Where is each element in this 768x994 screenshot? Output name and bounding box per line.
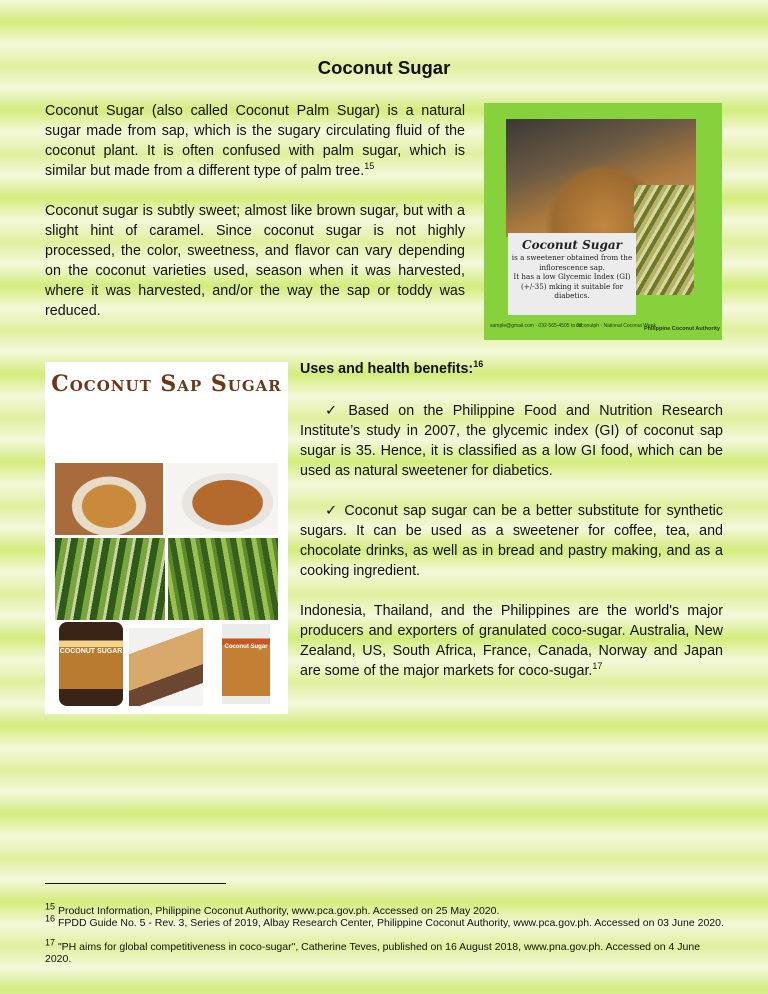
infographic-agency: Philippine Coconut Authority bbox=[644, 326, 720, 332]
intro-paragraph-2: Coconut sugar is subtly sweet; almost like brown sugar, but with a slight hint of caramel. Since coconut sugar is not highly processed, the color, sweetness, and flavor can vary depending on the coconut varieties used, season when it was harvested, where it was harvested, and/or the way the sap or toddy was reduced. bbox=[45, 203, 465, 319]
footnote-text: FPDD Guide No. 5 - Rev. 3, Series of 2019, Albay Research Center, Philippine Coconut Authority, www.pca.gov.ph. Accessed on 03 June 2020. bbox=[57, 917, 724, 929]
infographic-card-line-2: It has a low Glycemic Index (GI) (+/-35) mking it suitable for diabetics. bbox=[513, 272, 631, 300]
infographic-card-title: Coconut Sugar bbox=[522, 238, 622, 252]
footnote-text: "PH aims for global competitiveness in coco-sugar", Catherine Teves, published on 16 August 2018, www.pna.gov.ph. Accessed on 4 June 2020. bbox=[45, 941, 701, 965]
footnote-divider bbox=[45, 883, 226, 884]
intro-paragraph-1 bbox=[45, 101, 465, 181]
footnote-number: 15 bbox=[45, 901, 56, 912]
checkmark-icon: ✓ bbox=[325, 403, 337, 419]
benefit-2 bbox=[300, 501, 723, 581]
sugar-bowl-photo bbox=[55, 463, 163, 535]
sugar-plate-photo bbox=[166, 463, 278, 535]
sugar-jar-photo bbox=[59, 622, 123, 706]
pack-label: Coconut Sugar bbox=[224, 644, 268, 650]
sugar-blocks-photo bbox=[129, 628, 203, 706]
footnote-15 bbox=[45, 901, 725, 917]
page-title: Coconut Sugar bbox=[317, 57, 451, 78]
benefit-2-text: Coconut sap sugar can be a better substitute for synthetic sugars. It can be used as a sweetener for coffee, tea, and chocolate drinks, as well as in bread and pastry making, and as a cooking ingredient. bbox=[300, 503, 723, 579]
footnote-ref-16: 16 bbox=[473, 359, 484, 370]
uses-heading-text: Uses and health benefits: bbox=[300, 361, 474, 377]
infographic-social: coconutph · National Coconut Week bbox=[576, 323, 656, 329]
collage-title: Coconut Sap Sugar bbox=[51, 371, 282, 397]
benefit-1-text: Based on the Philippine Food and Nutrition Research Institute’s study in 2007, the glycemic index (GI) of coconut sap sugar is 35. Hence, it is classified as a low GI food, which can be used as natural sweetener for diabetics. bbox=[300, 403, 723, 479]
coconut-sap-sugar-collage bbox=[45, 362, 288, 714]
sap-collection-photo bbox=[168, 538, 278, 620]
checkmark-icon: ✓ bbox=[325, 503, 337, 519]
coconut-tree-photo bbox=[55, 538, 165, 620]
infographic-card-line-1: is a sweetener obtained from the inflorescence sap. bbox=[511, 253, 633, 272]
intro-text-1: Coconut Sugar (also called Coconut Palm Sugar) is a natural sugar made from sap, which is the sugary circulating fluid of the coconut plant. It is often confused with palm sugar, which is similar but made from a different type of palm tree. bbox=[45, 103, 465, 179]
infographic-card bbox=[508, 233, 636, 315]
uses-heading bbox=[300, 361, 483, 377]
sugar-pack-photo bbox=[222, 624, 270, 704]
inflorescence-photo bbox=[634, 185, 694, 295]
footnote-ref-15: 15 bbox=[364, 161, 375, 172]
footnote-number: 16 bbox=[45, 913, 56, 924]
footnote-number: 17 bbox=[45, 937, 56, 948]
footnote-ref-17: 17 bbox=[592, 661, 603, 672]
footnote-17 bbox=[45, 937, 725, 965]
coconut-sugar-infographic bbox=[484, 103, 722, 340]
markets-text: Indonesia, Thailand, and the Philippines are the world's major producers and exporters of granulated coco-sugar. Australia, New Zealand, US, South Africa, France, Canada, Norway and Japan are some of the major markets for coco-sugar. bbox=[300, 603, 723, 679]
infographic-footer bbox=[484, 321, 722, 340]
footnote-text: Product Information, Philippine Coconut Authority, www.pca.gov.ph. Accessed on 25 May 2020. bbox=[57, 905, 500, 917]
markets-paragraph bbox=[300, 601, 723, 681]
benefit-1 bbox=[300, 401, 723, 481]
jar-label: COCONUT SUGAR bbox=[59, 648, 123, 655]
infographic-contact: sample@gmail.com · 032-565-4505 to 08 bbox=[490, 323, 583, 329]
footnote-16 bbox=[45, 913, 725, 929]
